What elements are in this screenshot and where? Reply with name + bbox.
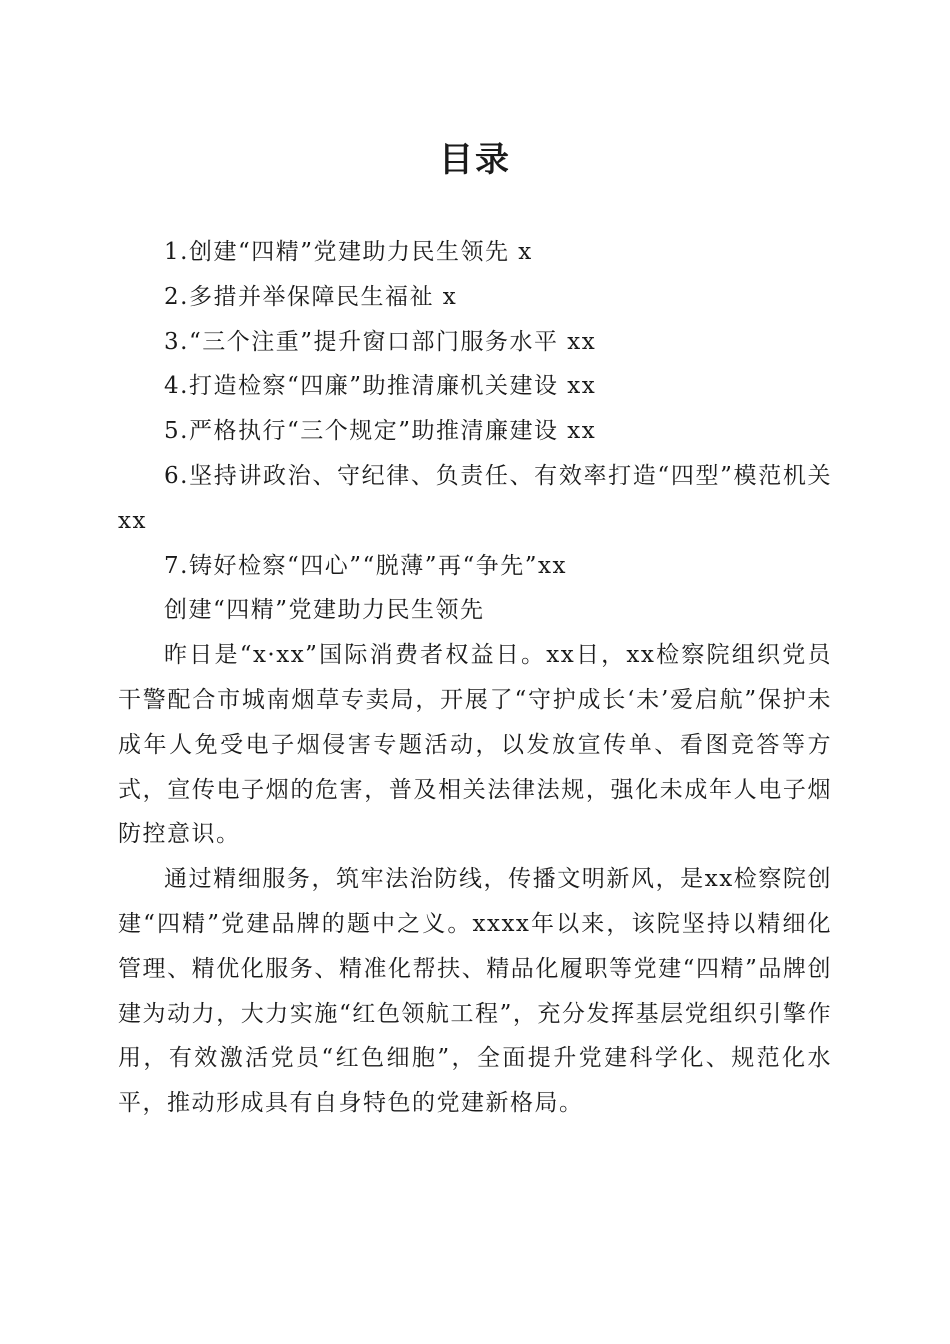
toc-entry-2[interactable]: 2.多措并举保障民生福祉 x (164, 283, 458, 310)
body-paragraph-1: 昨日是“x·xx”国际消费者权益日。xx日，xx检察院组织党员干警配合市城南烟草专卖局，开展了“守护成长‘未’爱启航”保护未成年人免受电子烟侵害专题活动，以发放宣传单、看图竞答等方式，宣传电子烟的危害，普及相关法律法规，强化未成年人电子烟防控意识。 (118, 642, 832, 848)
section-heading: 创建“四精”党建助力民生领先 (164, 597, 485, 624)
toc-entry-6[interactable]: 6.坚持讲政治、守纪律、负责任、有效率打造“四型”模范机关 xx (118, 462, 832, 534)
page-title: 目录 (439, 140, 511, 180)
toc-entry-5[interactable]: 5.严格执行“三个规定”助推清廉建设 xx (164, 418, 597, 445)
toc-entry-7[interactable]: 7.铸好检察“四心”“脱薄”再“争先”xx (164, 552, 567, 579)
document-body (118, 230, 832, 1126)
toc-entry-1[interactable]: 1.创建“四精”党建助力民生领先 x (164, 239, 533, 265)
toc-entry-3[interactable]: 3.“三个注重”提升窗口部门服务水平 xx (164, 328, 597, 355)
toc-entry-4[interactable]: 4.打造检察“四廉”助推清廉机关建设 xx (164, 373, 597, 400)
body-paragraph-2: 通过精细服务，筑牢法治防线，传播文明新风，是xx检察院创建“四精”党建品牌的题中之义。xxxx年以来，该院坚持以精细化管理、精优化服务、精准化帮扶、精品化履职等党建“四精”品牌创建为动力，大力实施“红色领航工程”，充分发挥基层党组织引擎作用，有效激活党员“红色细胞”，全面提升党建科学化、规范化水平，推动形成具有自身特色的党建新格局。 (118, 866, 832, 1117)
